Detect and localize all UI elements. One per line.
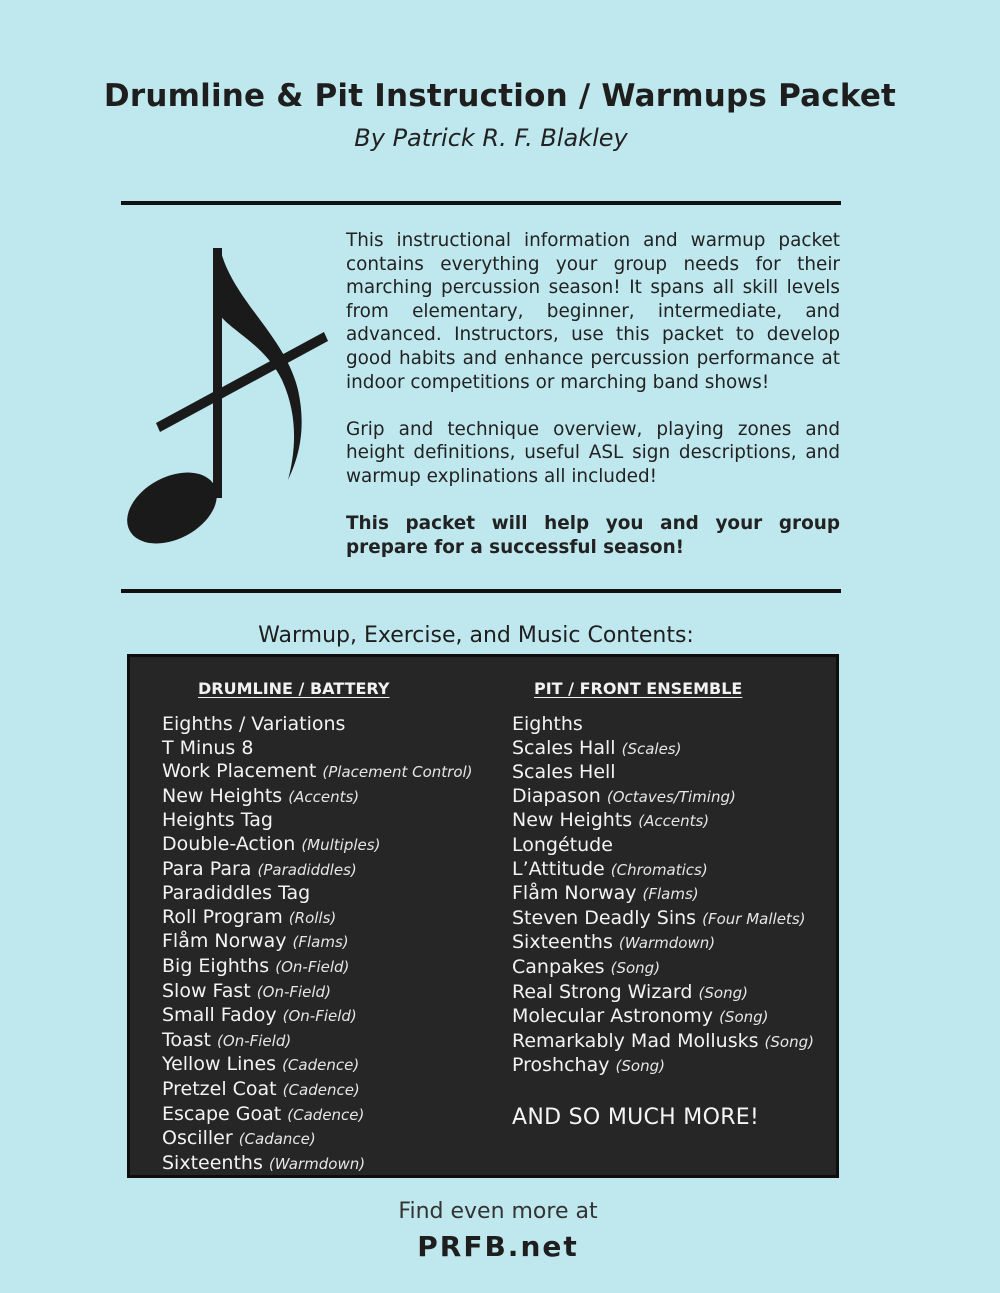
item-note: (Song)	[610, 958, 661, 977]
list-item	[162, 1103, 502, 1128]
item-title: Toast	[162, 1028, 211, 1051]
list-item	[162, 785, 502, 810]
and-more-callout: AND SO MUCH MORE!	[512, 1105, 760, 1130]
item-title: Proshchay	[512, 1054, 610, 1077]
item-title: Diapason	[512, 784, 601, 807]
item-title: Slow Fast	[162, 979, 251, 1002]
list-item	[162, 980, 502, 1005]
item-note: (Song)	[615, 1057, 665, 1076]
item-note: (Song)	[764, 1032, 814, 1051]
item-title: Scales Hall	[512, 736, 616, 759]
contents-heading: Warmup, Exercise, and Music Contents:	[258, 623, 694, 648]
item-title: Flåm Norway	[162, 930, 287, 953]
list-item	[512, 834, 832, 858]
item-title: T Minus 8	[162, 736, 254, 759]
author-byline: By Patrick R. F. Blakley	[354, 124, 628, 152]
list-item	[162, 1029, 502, 1054]
list-item	[162, 737, 502, 761]
item-note: (Flams)	[642, 885, 699, 904]
list-item	[512, 785, 832, 810]
intro-text	[346, 229, 840, 559]
list-item	[162, 809, 502, 833]
footer-url[interactable]: PRFB.net	[417, 1230, 579, 1263]
pit-heading: PIT / FRONT ENSEMBLE	[534, 679, 743, 698]
list-item	[162, 930, 502, 955]
list-item	[512, 713, 832, 737]
item-note: (Paradiddles)	[257, 860, 357, 879]
list-item	[162, 906, 502, 931]
list-item	[162, 1004, 502, 1029]
list-item	[512, 931, 832, 956]
item-note: (Warmdown)	[618, 934, 716, 953]
list-item	[512, 809, 832, 834]
list-item	[512, 1030, 832, 1055]
top-divider	[121, 201, 841, 205]
item-note: (Octaves/Timing)	[606, 787, 736, 806]
item-title: Escape Goat	[162, 1102, 282, 1125]
drumline-column	[162, 679, 502, 1176]
item-note: (Cadence)	[287, 1105, 365, 1124]
eighth-note-icon	[120, 240, 330, 550]
item-title: New Heights	[512, 809, 633, 832]
item-title: Flåm Norway	[512, 882, 637, 905]
list-item	[512, 1054, 832, 1079]
drumline-heading: DRUMLINE / BATTERY	[198, 679, 390, 698]
list-item	[512, 737, 832, 762]
item-note: (On-Field)	[282, 1007, 357, 1026]
footer-text: Find even more at	[398, 1199, 598, 1224]
pit-column	[512, 679, 832, 1079]
item-title: Real Strong Wizard	[512, 980, 693, 1003]
item-note: (Rolls)	[288, 908, 337, 927]
page-title: Drumline & Pit Instruction / Warmups Packet	[103, 78, 897, 114]
pit-list	[512, 713, 832, 1079]
item-title: Roll Program	[162, 905, 283, 928]
item-title: Yellow Lines	[162, 1053, 277, 1076]
item-title: Double-Action	[162, 832, 296, 855]
item-title: Osciller	[162, 1127, 233, 1150]
item-title: Eighths / Variations	[162, 713, 346, 735]
intro-paragraph: Grip and technique overview, playing zones and height definitions, useful ASL sign descriptions, and warmup explinations all included!	[346, 418, 840, 487]
item-title: Remarkably Mad Mollusks	[512, 1029, 759, 1052]
item-title: Pretzel Coat	[162, 1077, 277, 1100]
item-note: (On-Field)	[275, 957, 350, 976]
item-note: (Cadance)	[238, 1130, 316, 1149]
item-note: (Chromatics)	[610, 860, 708, 879]
item-title: Longétude	[512, 833, 613, 856]
list-item	[162, 713, 502, 737]
item-title: Big Eighths	[162, 954, 270, 977]
item-note: (Song)	[698, 983, 748, 1002]
item-note: (Scales)	[621, 739, 682, 758]
list-item	[162, 1152, 502, 1177]
item-title: Molecular Astronomy	[512, 1005, 714, 1028]
item-note: (Song)	[719, 1008, 769, 1027]
item-title: Sixteenths	[162, 1151, 263, 1174]
item-note: (On-Field)	[256, 982, 331, 1001]
drumline-list	[162, 713, 502, 1176]
list-item	[162, 858, 502, 883]
list-item	[162, 1053, 502, 1078]
list-item	[512, 858, 832, 883]
list-item	[162, 833, 502, 858]
item-title: Paradiddles Tag	[162, 882, 311, 905]
list-item	[162, 882, 502, 906]
item-title: Small Fadoy	[162, 1004, 277, 1027]
item-title: Sixteenths	[512, 931, 613, 954]
list-item	[162, 955, 502, 980]
list-item	[512, 981, 832, 1006]
item-note: (Multiples)	[301, 835, 381, 854]
item-title: Work Placement	[162, 760, 317, 783]
list-item	[512, 907, 832, 932]
contents-panel	[127, 654, 839, 1178]
list-item	[512, 882, 832, 907]
item-note: (Flams)	[292, 933, 349, 952]
item-note: (Warmdown)	[268, 1154, 366, 1173]
item-note: (Four Mallets)	[702, 909, 806, 928]
intro-paragraph: This instructional information and warmup packet contains everything your group needs for their marching percussion season! It spans all skill levels from elementary, beginner, intermediate, and advanced. Instructors, use this packet to develop good habits and enhance percussion performance at indoor competitions or marching band shows!	[346, 230, 840, 393]
item-title: Para Para	[162, 857, 252, 880]
list-item	[162, 760, 502, 785]
item-title: Heights Tag	[162, 809, 273, 832]
item-note: (Accents)	[288, 787, 360, 806]
item-note: (Cadence)	[282, 1080, 360, 1099]
item-title: Eighths	[512, 713, 583, 735]
bottom-divider	[121, 589, 841, 593]
item-title: Steven Deadly Sins	[512, 906, 697, 929]
item-title: Scales Hell	[512, 761, 616, 784]
list-item	[162, 1078, 502, 1103]
item-note: (Cadence)	[282, 1056, 360, 1075]
list-item	[512, 956, 832, 981]
list-item	[162, 1127, 502, 1152]
list-item	[512, 761, 832, 785]
item-note: (Placement Control)	[322, 763, 473, 782]
item-title: New Heights	[162, 784, 283, 807]
intro-callout: This packet will help you and your group prepare for a successful season!	[346, 513, 840, 558]
item-title: L’Attitude	[512, 857, 605, 880]
list-item	[512, 1005, 832, 1030]
item-note: (On-Field)	[217, 1031, 292, 1050]
item-title: Canpakes	[512, 955, 605, 978]
item-note: (Accents)	[638, 812, 710, 831]
